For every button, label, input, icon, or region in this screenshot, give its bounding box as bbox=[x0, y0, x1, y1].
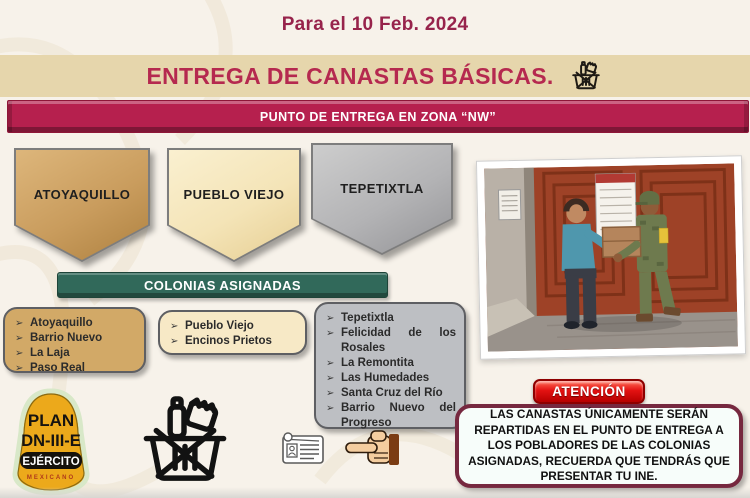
colonia-item: ➢ Atoyaquillo bbox=[13, 316, 136, 331]
colonia-item: ➢ Pueblo Viejo bbox=[168, 319, 297, 334]
date-banner: Para el 10 Feb. 2024 bbox=[281, 14, 469, 35]
attention-message: LAS CANASTAS ÚNICAMENTE SERÁN REPARTIDAS EN EL PUNTO DE ENTREGA A LOS POBLADORES DE LAS COLONIAS ASIGNADAS, RECUERDA QUE TENDRÁS QUE PRESENTAR TU INE. bbox=[468, 407, 730, 484]
colonias-list-atoyaquillo bbox=[3, 307, 146, 373]
colonia-item: ➢ Barrio Nuevo del Progreso bbox=[324, 401, 456, 431]
colonia-list bbox=[324, 311, 456, 431]
colonias-list-tepetixtla bbox=[314, 302, 466, 429]
colonia-item: ➢ Santa Cruz del Río bbox=[324, 386, 456, 401]
atencion-button-label: ATENCIÓN bbox=[552, 384, 626, 399]
colonias-asignadas-label: COLONIAS ASIGNADAS bbox=[144, 277, 301, 293]
page-title: ENTREGA DE CANASTAS BÁSICAS. bbox=[146, 62, 554, 89]
zone-label: TEPETIXTLA bbox=[340, 181, 424, 197]
colonias-list-pueblo-viejo bbox=[158, 310, 307, 355]
atencion-button[interactable] bbox=[533, 379, 645, 404]
colonia-list bbox=[168, 319, 297, 349]
colonia-item: ➢ Tepetixtla bbox=[324, 311, 456, 326]
logo-line2: DN-III-E bbox=[21, 432, 81, 450]
delivery-photo bbox=[476, 155, 746, 360]
colonia-item: ➢ Las Humedades bbox=[324, 371, 456, 386]
colonias-asignadas-bar bbox=[57, 272, 388, 298]
subheader-bar bbox=[7, 100, 749, 133]
subheader-label: PUNTO DE ENTREGA EN ZONA “NW” bbox=[259, 109, 497, 124]
colonia-item: ➢ Barrio Nuevo bbox=[13, 331, 136, 346]
colonia-item: ➢ La Remontita bbox=[324, 356, 456, 371]
zone-label: ATOYAQUILLO bbox=[33, 186, 131, 202]
colonia-item: ➢ Paso Real bbox=[13, 361, 136, 376]
zone-banner-tepetixtla bbox=[311, 143, 453, 255]
zone-banner-pueblo-viejo bbox=[167, 148, 301, 262]
grocery-basket-icon bbox=[128, 393, 242, 492]
colonia-item: ➢ La Laja bbox=[13, 346, 136, 361]
ine-id-card-icon bbox=[281, 430, 325, 467]
attention-notice-box bbox=[455, 404, 743, 488]
pointing-hand-icon bbox=[344, 426, 402, 470]
header-bar bbox=[0, 55, 750, 97]
zone-banner-atoyaquillo bbox=[14, 148, 150, 262]
zone-label: PUEBLO VIEJO bbox=[183, 186, 285, 202]
logo-line4: MEXICANO bbox=[26, 475, 76, 481]
colonia-item: ➢ Felicidad de los Rosales bbox=[324, 326, 456, 356]
basket-icon bbox=[568, 60, 604, 93]
colonia-item: ➢ Encinos Prietos bbox=[168, 334, 297, 349]
plan-dn-iii-e-logo bbox=[8, 388, 94, 496]
logo-line3: EJÉRCITO bbox=[22, 456, 80, 468]
colonia-list bbox=[13, 316, 136, 376]
logo-line1: PLAN bbox=[27, 411, 75, 430]
bottom-fade bbox=[0, 487, 750, 498]
